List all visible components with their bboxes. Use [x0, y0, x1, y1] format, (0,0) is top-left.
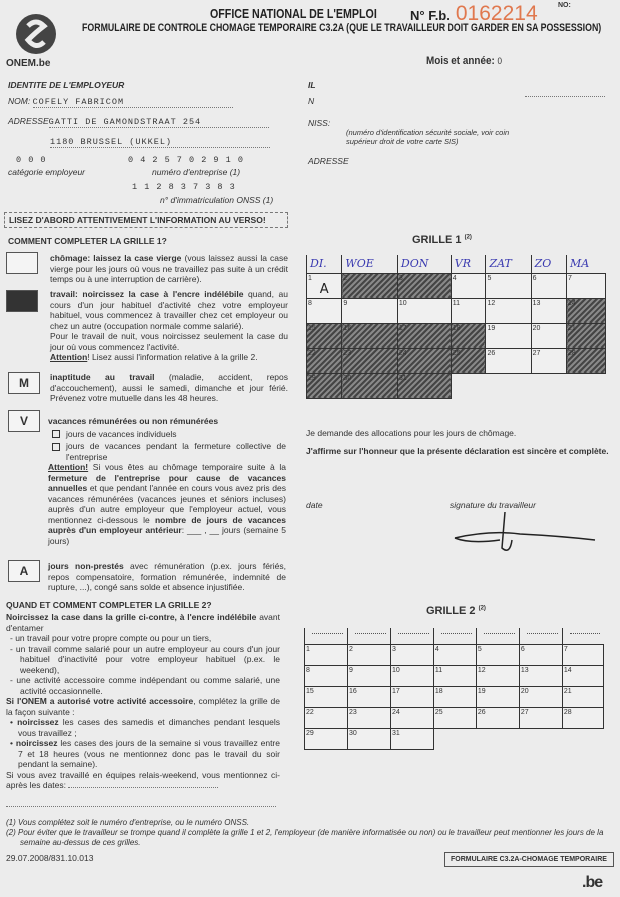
form-title: FORMULAIRE DE CONTROLE CHOMAGE TEMPORAIRE C3.2A (QUE LE TRAVAILLEUR DOIT GARDER EN SA POSSESSION): [82, 22, 602, 34]
day-cell-16[interactable]: 16: [347, 686, 390, 707]
empty-cell: [531, 373, 566, 398]
signature-image: [450, 510, 600, 555]
day-cell-13[interactable]: 13: [531, 298, 566, 323]
date-label: date: [306, 500, 323, 510]
day-cell-6[interactable]: 6: [531, 273, 566, 298]
day-cell-10[interactable]: 10: [397, 298, 451, 323]
grid-week-row: [307, 273, 606, 298]
day-cell-5[interactable]: 5: [486, 273, 531, 298]
day-cell-27[interactable]: 27: [531, 348, 566, 373]
day-header: [433, 628, 476, 644]
legend-a-box: A: [8, 560, 40, 582]
day-cell-3[interactable]: 3: [390, 644, 433, 665]
legend-chomage: chômage: laissez la case vierge (vous laissez aussi la case vierge pour les jours où vous ne travaillez pas suite à un crédit temps ou à une interruption de carrière).: [50, 253, 288, 284]
serial-number: 0162214: [455, 2, 538, 25]
day-cell-18[interactable]: 18: [451, 323, 486, 348]
day-cell-30[interactable]: 30: [347, 728, 390, 749]
day-cell-30[interactable]: 30: [342, 373, 397, 398]
day-cell-22[interactable]: 22: [305, 707, 348, 728]
day-cell-15[interactable]: 15: [307, 323, 342, 348]
day-cell-24[interactable]: 24: [390, 707, 433, 728]
onss-number: 1 1 2 8 3 7 3 8 3: [132, 182, 236, 192]
category-label: catégorie employeur: [8, 167, 86, 177]
grid-week-row: [305, 686, 604, 707]
empty-cell: [476, 728, 519, 749]
day-cell-25[interactable]: 25: [451, 348, 486, 373]
legend-non-prestes: jours non-prestés avec rémunération (p.ex. jours fériés, repos compensatoire, formation rémunérée, indemnité de rupture, ...), congé sans solde et absence injustifiée.: [48, 561, 286, 592]
day-cell-1[interactable]: 1 A: [307, 273, 342, 298]
day-cell-21[interactable]: 21: [562, 686, 603, 707]
grille1-grid: [306, 255, 606, 399]
signature-label: signature du travailleur: [450, 500, 536, 510]
form-type-box: FORMULAIRE C3.2A-CHOMAGE TEMPORAIRE: [444, 852, 614, 867]
footnotes: [6, 818, 612, 848]
affirme-text: J'affirme sur l'honneur que la présente déclaration est sincère et complète.: [306, 446, 609, 456]
day-cell-31[interactable]: 31: [390, 728, 433, 749]
worker-address-label: ADRESSE: [308, 156, 349, 166]
day-cell-2[interactable]: 2: [342, 273, 397, 298]
day-cell-3[interactable]: 3: [397, 273, 451, 298]
org-name: OFFICE NATIONAL DE L'EMPLOI: [210, 6, 377, 21]
day-cell-17[interactable]: 17: [390, 686, 433, 707]
form-number: [410, 2, 538, 26]
warning-banner: LISEZ D'ABORD ATTENTIVEMENT L'INFORMATION AU VERSO!: [4, 212, 288, 228]
day-cell-20[interactable]: 20: [531, 323, 566, 348]
day-header: [476, 628, 519, 644]
day-cell-18[interactable]: 18: [433, 686, 476, 707]
employer-address-1: GATTI DE GAMONDSTRAAT 254: [49, 117, 269, 128]
legend-maladie: inaptitude au travail (maladie, accident, repos d'accouchement), aussi le samedi, dimanche et jour férié. Prévenez votre mutuelle dans les 48 heures.: [50, 372, 289, 403]
empty-cell: [433, 728, 476, 749]
niss-label: NISS:: [308, 118, 331, 128]
day-header: [562, 628, 603, 644]
day-cell-28[interactable]: 28: [567, 348, 606, 373]
month-year-field[interactable]: [426, 55, 502, 67]
day-cell-19[interactable]: 19: [476, 686, 519, 707]
day-cell-25[interactable]: 25: [433, 707, 476, 728]
day-cell-12[interactable]: 12: [476, 665, 519, 686]
day-cell-22[interactable]: 22: [307, 348, 342, 373]
day-cell-21[interactable]: 21: [567, 323, 606, 348]
dept-label: NO:: [558, 2, 571, 9]
grid-week-row: [305, 707, 604, 728]
day-cell-14[interactable]: 14: [567, 298, 606, 323]
footer-dotted-line: [6, 806, 276, 807]
empty-cell: [486, 373, 531, 398]
empty-cell: [519, 728, 562, 749]
grid-week-row: [307, 298, 606, 323]
grid-week-row: [307, 348, 606, 373]
day-cell-26[interactable]: 26: [486, 348, 531, 373]
legend-vacances: vacances rémunérées ou non rémunérées jours de vacances individuels jours de vacances pendant la fermeture collective de l'entreprise Attention! Si vous êtes au chômage temporaire suite à la fermeture de l'entreprise pour cause de vacances annuelles et que pendant l'année en cours vous avez pris des vacances rémunérées (vacances jeunes et séniors incluses) auprès d'un autre employeur que l'employeur actuel, vous mentionnez ci-dessous le nombre de jours de vacances auprès d'un employeur antérieur: ___ , __ jours (semaine 5 jours): [48, 416, 286, 546]
day-cell-29[interactable]: 29: [305, 728, 348, 749]
legend-m-box: M: [8, 372, 40, 394]
day-cell-9[interactable]: 9: [342, 298, 397, 323]
day-cell-29[interactable]: 29: [307, 373, 342, 398]
day-cell-8[interactable]: 8: [307, 298, 342, 323]
day-cell-27[interactable]: 27: [519, 707, 562, 728]
legend-travail: travail: noircissez la case à l'encre indélébile quand, au cours d'un jour habituel d'activité chez votre employeur habituel, vous commencez à travailler chez cet employeur ou chez un autre (occupation normale comme salarié). Pour le travail de nuit, vous noircissez seulement la case du jour où vous commencez l'activité. Attention! Lisez aussi l'information relative à la grille 2.: [50, 289, 288, 362]
day-cell-7[interactable]: 7: [562, 644, 603, 665]
day-cell-6[interactable]: 6: [519, 644, 562, 665]
day-header: VR: [451, 255, 486, 273]
nom-label: NOM:: [8, 96, 31, 106]
day-cell-14[interactable]: 14: [562, 665, 603, 686]
day-cell-5[interactable]: 5: [476, 644, 519, 665]
day-cell-10[interactable]: 10: [390, 665, 433, 686]
day-header: [519, 628, 562, 644]
day-header: WOE: [342, 255, 397, 273]
grille2-title: GRILLE 2 $^{(2)}$: [426, 605, 486, 617]
grille2-help-title: QUAND ET COMMENT COMPLETER LA GRILLE 2?: [6, 600, 212, 610]
day-cell-13[interactable]: 13: [519, 665, 562, 686]
grille2-grid: [304, 628, 604, 750]
grille1-title: GRILLE 1 $^{(2)}$: [412, 234, 472, 246]
empty-cell: [451, 373, 486, 398]
il-label: IL: [308, 80, 316, 90]
day-cell-23[interactable]: 23: [347, 707, 390, 728]
day-header: ZAT: [486, 255, 531, 273]
logo-text: ONEM.be: [6, 58, 51, 69]
onem-logo: [6, 10, 64, 68]
day-cell-7[interactable]: 7: [567, 273, 606, 298]
legend-empty-box: [6, 252, 38, 274]
day-header: DI.: [307, 255, 342, 273]
day-header: ZO: [531, 255, 566, 273]
number-label: N° F.b.: [410, 8, 450, 23]
grid-week-row: [305, 644, 604, 665]
day-cell-12[interactable]: 12: [486, 298, 531, 323]
employer-address-2: 1180 BRUSSEL (UKKEL): [50, 137, 270, 148]
onss-label: n° d'immatriculation ONSS (1): [160, 195, 274, 205]
day-header: [347, 628, 390, 644]
day-cell-9[interactable]: 9: [347, 665, 390, 686]
vacances-individuels-checkbox[interactable]: [52, 430, 60, 438]
day-cell-17[interactable]: 17: [397, 323, 451, 348]
day-cell-31[interactable]: 31: [397, 373, 451, 398]
day-cell-28[interactable]: 28: [562, 707, 603, 728]
day-cell-20[interactable]: 20: [519, 686, 562, 707]
demande-text: Je demande des allocations pour les jours de chômage.: [306, 428, 517, 438]
day-cell-4[interactable]: 4: [451, 273, 486, 298]
niss-note: (numéro d'identification sécurité sociale, voir coin supérieur droit de votre carte SIS): [346, 128, 510, 146]
grille1-help-title: COMMENT COMPLETER LA GRILLE 1?: [8, 236, 167, 246]
empty-cell: [567, 373, 606, 398]
enterprise-number: 0 4 2 5 7 0 2 9 1 0: [128, 155, 244, 165]
day-cell-23[interactable]: 23: [342, 348, 397, 373]
day-header: DON: [397, 255, 451, 273]
employer-category: 0 0 0: [16, 155, 47, 165]
employer-name-field[interactable]: [8, 96, 233, 108]
day-cell-16[interactable]: 16: [342, 323, 397, 348]
employer-address-field[interactable]: [8, 116, 269, 128]
be-logo: .be: [582, 874, 603, 891]
day-cell-1[interactable]: 1: [305, 644, 348, 665]
day-cell-24[interactable]: 24: [397, 348, 451, 373]
enterprise-label: numéro d'entreprise (1): [152, 167, 241, 177]
n-label: N: [308, 96, 315, 106]
day-cell-15[interactable]: 15: [305, 686, 348, 707]
day-header: [390, 628, 433, 644]
adresse-label: ADRESSE: [8, 116, 49, 126]
day-cell-8[interactable]: 8: [305, 665, 348, 686]
grid-week-row: [307, 323, 606, 348]
day-mark: A: [319, 281, 329, 297]
day-cell-11[interactable]: 11: [433, 665, 476, 686]
day-header: MA: [567, 255, 606, 273]
legend-black-box: [6, 290, 38, 312]
vacances-fermeture-checkbox[interactable]: [52, 443, 60, 451]
footnote-1: (1) Vous complétez soit le numéro d'entreprise, ou le numéro ONSS.: [6, 818, 250, 827]
month-label: Mois et année:: [426, 55, 495, 67]
relais-dates-field[interactable]: [68, 787, 218, 788]
employer-name: COFELY FABRICOM: [33, 97, 233, 108]
grille2-instructions: Noircissez la case dans la grille ci-contre, à l'encre indélébile avant d'entamer - un travail pour votre propre compte ou pour un tiers, - un travail comme salarié pour un autre employeur au cours d'un jour habituel d'inactivité pour votre employeur habituel (p.ex. le weekend), - une activité accessoire comme indépendant ou comme salarié, une activité occasionnelle. Si l'ONEM a autorisé votre activité accessoire, complétez la grille de la façon suivante : • noircissez les cases des samedis et dimanches pendant lesquels vous travaillez ; • noircissez les cases des jours de la semaine si vous travaillez entre 7 et 18 heures (vous ne mentionnez donc pas le travail du soir pendant la semaine). Si vous avez travaillé en équipes relais-weekend, vous mentionnez ci-après les dates:: [6, 612, 280, 790]
day-cell-26[interactable]: 26: [476, 707, 519, 728]
form-reference: 29.07.2008/831.10.013: [6, 853, 94, 863]
legend-v-box: V: [8, 410, 40, 432]
footnote-2: (2) Pour éviter que le travailleur se trompe quand il complète la grille 1 et 2, l'employeur (de manière informatisée ou non) ou le travailleur peut mentionner les jours de la semaine au-dessus de ces grilles.: [6, 828, 604, 847]
grid-week-row: [305, 665, 604, 686]
day-cell-4[interactable]: 4: [433, 644, 476, 665]
n-field[interactable]: [525, 96, 605, 97]
day-cell-2[interactable]: 2: [347, 644, 390, 665]
day-cell-19[interactable]: 19: [486, 323, 531, 348]
grid-week-row: [307, 373, 606, 398]
empty-cell: [562, 728, 603, 749]
employer-title: IDENTITE DE L'EMPLOYEUR: [8, 80, 125, 90]
month-value: 0: [497, 56, 503, 66]
day-header: [305, 628, 348, 644]
day-cell-11[interactable]: 11: [451, 298, 486, 323]
grid-week-row: [305, 728, 604, 749]
